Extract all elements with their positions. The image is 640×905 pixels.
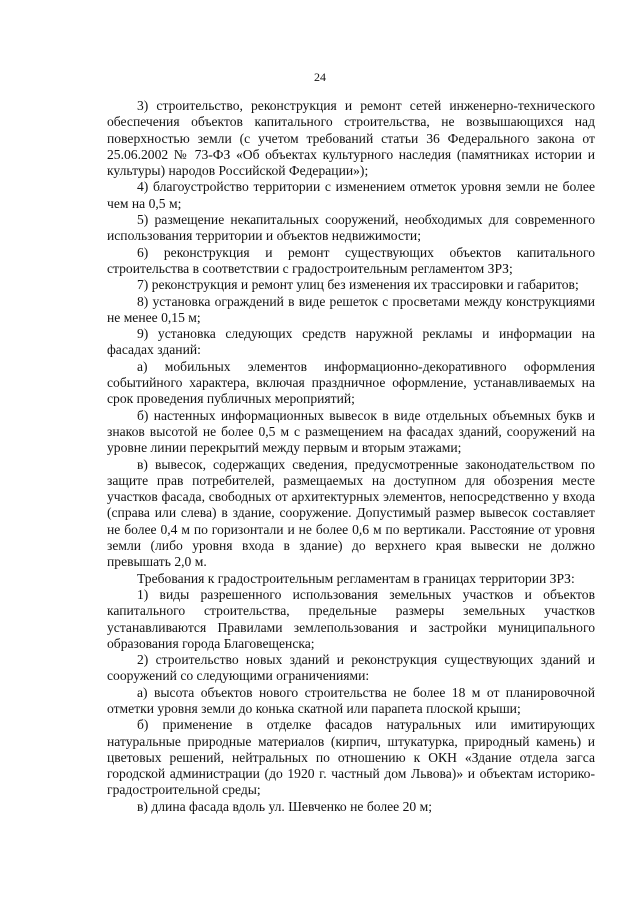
paragraph-req-1-land-use: 1) виды разрешенного использования земельных участков и объектов капитального строительства, предельные размеры земельных участков устанавливаются Правилами землепользования и застройки муниципального образования города Благовещенска; xyxy=(107,586,595,651)
paragraph-item-9-advertising: 9) установка следующих средств наружной рекламы и информации на фасадах зданий: xyxy=(107,326,595,358)
paragraph-item-5-structures: 5) размещение некапитальных сооружений, необходимых для современного использования территории и объектов недвижимости; xyxy=(107,212,595,244)
paragraph-subitem-a-mobile: а) мобильных элементов информационно-декоративного оформления событийного характера, включая праздничное оформление, устанавливаемых на срок проведения публичных мероприятий; xyxy=(107,358,595,407)
paragraph-item-6-reconstruction: 6) реконструкция и ремонт существующих объектов капитального строительства в соответствии с градостроительным регламентом ЗРЗ; xyxy=(107,244,595,276)
paragraph-req-subitem-a-height: а) высота объектов нового строительства не более 18 м от планировочной отметки уровня земли до конька скатной или парапета плоской крыши; xyxy=(107,684,595,716)
paragraph-requirements-heading: Требования к градостроительным регламентам в границах территории ЗРЗ: xyxy=(137,570,575,586)
paragraph-item-4-landscaping: 4) благоустройство территории с изменением отметок уровня земли не более чем на 0,5 м; xyxy=(107,179,595,211)
document-body xyxy=(107,98,595,815)
paragraph-req-2-construction: 2) строительство новых зданий и реконструкция существующих зданий и сооружений со следующими ограничениями: xyxy=(107,652,595,684)
paragraph-req-subitem-b-facade: б) применение в отделке фасадов натуральных или имитирующих натуральные природные материалов (кирпич, штукатурка, природный камень) и цветовых решений, нейтральных по отношению к ОКН «Здание отдела загса городской администрации (до 1920 г. частный дом Львова)» и объектам историко-градостроительной среды; xyxy=(107,717,595,798)
paragraph-item-3-networks: 3) строительство, реконструкция и ремонт сетей инженерно-технического обеспечения объектов капитального строительства, не возвышающихся над поверхностью земли (с учетом требований статьи 36 Федерального закона от 25.06.2002 № 73-ФЗ «Об объектах культурного наследия (памятниках истории и культуры) народов Российской Федерации»); xyxy=(107,98,595,179)
paragraph-item-8-fences: 8) установка ограждений в виде решеток с просветами между конструкциями не менее 0,15 м; xyxy=(107,293,595,325)
paragraph-subitem-v-signboards: в) вывесок, содержащих сведения, предусмотренные законодательством по защите прав потребителей, размещаемых на доступном для обозрения месте участков фасада, свободных от архитектурных элементов, непосредственно у входа (справа или слева) в здание, сооружение. Допустимый размер вывесок составляет не более 0,4 м по горизонтали и не более 0,6 м по вертикали. Расстояние от уровня земли (либо уровня входа в здание) до верхнего края вывески не должно превышать 2,0 м. xyxy=(107,456,595,570)
paragraph-item-7-streets: 7) реконструкция и ремонт улиц без изменения их трассировки и габаритов; xyxy=(137,277,579,293)
page-number: 24 xyxy=(314,70,326,84)
paragraph-req-subitem-v-length: в) длина фасада вдоль ул. Шевченко не более 20 м; xyxy=(137,798,432,814)
paragraph-subitem-b-signs: б) настенных информационных вывесок в виде отдельных объемных букв и знаков высотой не более 0,5 м с размещением на фасадах зданий, сооружений на уровне линии перекрытий между первым и вторым этажами; xyxy=(107,407,595,456)
